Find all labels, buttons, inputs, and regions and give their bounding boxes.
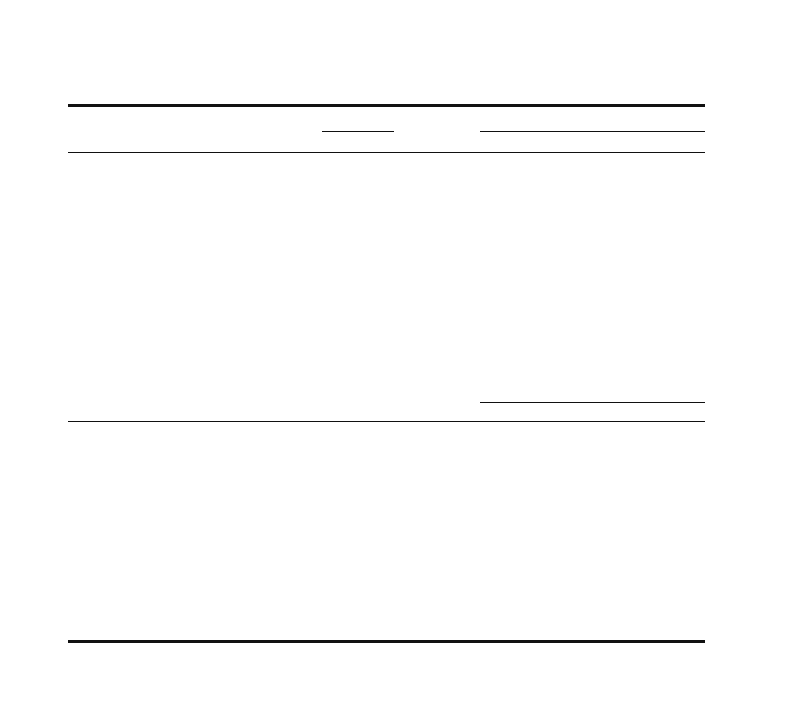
bottom-header-projected-underline [480,402,705,403]
bottom-header-rule [68,421,705,422]
header-bottom-rule [68,152,705,153]
header-pct-underline [322,131,394,132]
top-rule [68,104,705,107]
header-projected-underline [480,131,705,132]
bottom-rule [68,640,705,643]
